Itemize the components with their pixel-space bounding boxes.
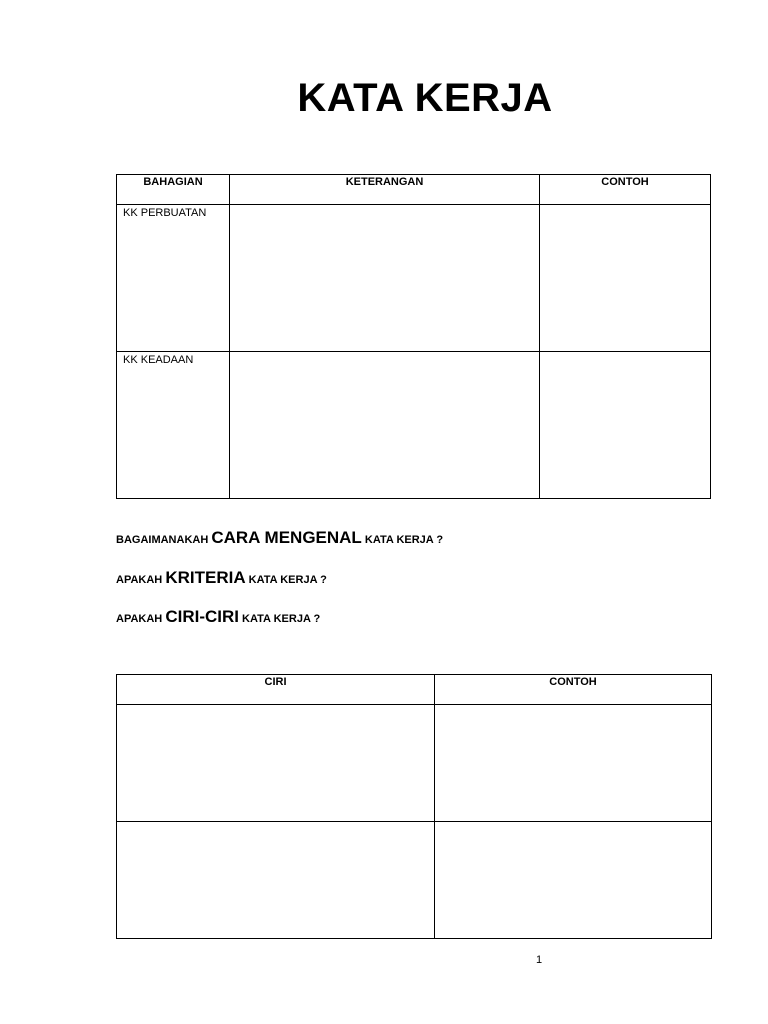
question-prefix: BAGAIMANAKAH <box>116 534 209 546</box>
row-label-cell <box>117 352 230 499</box>
question-suffix: KATA KERJA ? <box>248 574 327 586</box>
table-header-row <box>117 175 711 205</box>
question-kriteria <box>116 568 327 588</box>
header-ciri: CIRI <box>117 675 435 705</box>
question-suffix: KATA KERJA ? <box>242 613 321 625</box>
header-keterangan: KETERANGAN <box>230 175 540 205</box>
header-bahagian: BAHAGIAN <box>117 175 230 205</box>
contoh-cell[interactable] <box>435 822 712 939</box>
table-row <box>117 705 712 822</box>
row-label-cell <box>117 205 230 352</box>
table-row <box>117 352 711 499</box>
keterangan-cell[interactable] <box>230 205 540 352</box>
question-cara-mengenal <box>116 528 443 548</box>
question-prefix: APAKAH <box>116 613 163 625</box>
question-suffix: KATA KERJA ? <box>364 534 444 546</box>
table-header-row <box>117 675 712 705</box>
question-emphasis: KRITERIA <box>165 568 246 587</box>
keterangan-cell[interactable] <box>230 352 540 499</box>
table-row <box>117 205 711 352</box>
ciri-table <box>116 674 712 939</box>
page-title: KATA KERJA <box>297 76 553 120</box>
question-emphasis: CARA MENGENAL <box>211 528 362 547</box>
row-label: KK PERBUATAN <box>123 207 207 219</box>
header-contoh: CONTOH <box>540 175 711 205</box>
question-ciri-ciri <box>116 607 320 627</box>
question-emphasis: CIRI-CIRI <box>165 607 239 626</box>
contoh-cell[interactable] <box>540 352 711 499</box>
contoh-cell[interactable] <box>540 205 711 352</box>
table-row <box>117 822 712 939</box>
header-contoh: CONTOH <box>435 675 712 705</box>
contoh-cell[interactable] <box>435 705 712 822</box>
page-number: 1 <box>536 954 543 966</box>
question-prefix: APAKAH <box>116 574 163 586</box>
ciri-cell[interactable] <box>117 822 435 939</box>
ciri-cell[interactable] <box>117 705 435 822</box>
row-label: KK KEADAAN <box>123 354 194 366</box>
kata-kerja-table <box>116 174 711 499</box>
